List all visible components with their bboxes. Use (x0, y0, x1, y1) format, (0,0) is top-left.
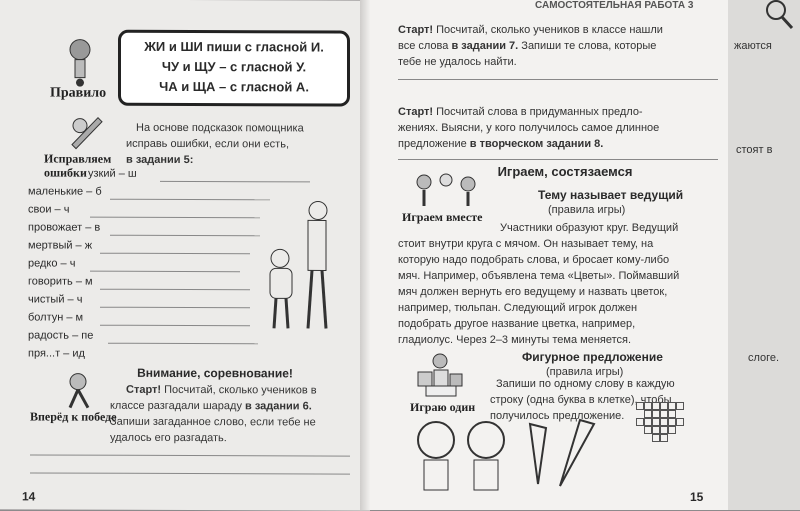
task7-start: Старт! (398, 24, 434, 36)
answer-line[interactable] (100, 324, 250, 327)
play-heading: Играем, состязаемся (497, 164, 633, 179)
rule-label: Правило (50, 85, 107, 101)
game2-line-3: получилось предложение. (490, 410, 625, 422)
game1-title: Тему называет ведущий (538, 188, 684, 202)
rule-line-3: ЧА и ЩА – с гласной А. (159, 78, 309, 95)
task8-text-1: Посчитай слова в придуманных предло- (436, 106, 643, 118)
task7-text-1: Посчитай, сколько учеников в классе нашли (436, 24, 663, 36)
word-item: пря...т – ид (28, 347, 85, 360)
edge-fragment-2: стоят в (736, 144, 773, 156)
game2-subtitle: (правила игры) (546, 366, 624, 378)
game1-line-1: Участники образуют круг. Ведущий (500, 222, 679, 234)
page-number-left: 14 (22, 489, 36, 504)
rule-box (118, 30, 350, 107)
task7-text-4: тебе не удалось найти. (398, 56, 517, 68)
answer-line[interactable] (160, 180, 310, 183)
letter-grid[interactable] (636, 402, 696, 472)
answer-line[interactable] (110, 198, 270, 201)
rule-line-1: ЖИ и ШИ пиши с гласной И. (144, 38, 324, 55)
fix-text-2: исправь ошибки, если они есть, (126, 137, 289, 151)
answer-line[interactable] (90, 216, 260, 219)
game1-line-6: например, тюльпан. Следующий игрок должен (398, 302, 638, 314)
answer-line[interactable] (108, 342, 258, 345)
forward-label: Вперёд к победе (30, 409, 117, 424)
word-item: радость – пе (28, 329, 94, 342)
word-item: мертвый – ж (28, 239, 93, 252)
top-cut-header: САМОСТОЯТЕЛЬНАЯ РАБОТА 3 (535, 0, 694, 11)
word-item: узкий – ш (88, 167, 137, 180)
play-alone-label: Играю один (410, 400, 476, 414)
answer-line[interactable] (110, 234, 260, 237)
task8-text-3: предложение (398, 138, 467, 150)
page-number-right: 15 (690, 490, 704, 504)
exclamation-mascot-icon (60, 38, 100, 88)
edge-fragment-1: жаются (734, 40, 772, 52)
answer-line[interactable] (30, 471, 350, 474)
word-item: болтун – м (28, 311, 84, 324)
task8-ref: в творческом задании 8. (469, 138, 604, 150)
word-item: свои – ч (28, 203, 70, 216)
answer-line[interactable] (90, 270, 240, 273)
right-page (370, 0, 730, 510)
play-together-label: Играем вместе (402, 210, 483, 224)
attention-heading: Внимание, соревнование! (137, 365, 293, 381)
kids-playing-icon (412, 172, 482, 208)
answer-line[interactable] (398, 158, 718, 160)
fix-label: Исправляем ошибки (44, 151, 112, 180)
word-item: провожает – в (28, 221, 101, 234)
word-item: чистый – ч (28, 293, 83, 306)
task6-text-5: удалось его разгадать. (110, 431, 227, 445)
task6-text-2: классе разгадали шараду (110, 399, 242, 413)
game1-line-2: стоит внутри круга с мячом. Он называет тему, на (398, 238, 654, 250)
blocks-toy-icon (410, 352, 470, 398)
answer-line[interactable] (100, 252, 250, 255)
game1-subtitle: (правила игры) (548, 204, 626, 216)
game2-line-2: строку (одна буква в клетке), чтобы (490, 394, 672, 406)
game1-line-4: мяч. Например, объявлена тема «Цветы». Поймавший (398, 270, 680, 282)
runner-mascot-icon (60, 372, 96, 412)
answer-line[interactable] (100, 288, 250, 291)
word-item: говорить – м (28, 275, 93, 288)
task8-start: Старт! (398, 106, 434, 118)
game1-line-5: мяч должен вернуть его ведущему и назвать цветок, (398, 286, 668, 298)
game1-line-8: гладиолус. Через 2–3 минуты тема меняется. (398, 334, 632, 346)
pencil-mascot-icon (62, 110, 106, 150)
edge-page (728, 0, 800, 510)
left-page (0, 0, 370, 511)
word-item: редко – ч (28, 257, 76, 270)
game2-line-1: Запиши по одному слову в каждую (496, 378, 675, 390)
two-boys-illustration (262, 198, 342, 338)
answer-line[interactable] (398, 78, 718, 80)
task7-text-2: все слова (398, 40, 449, 52)
children-pencils-illustration (410, 414, 610, 494)
task8-text-2: жениях. Выясни, у кого получилось самое длинное (398, 122, 660, 134)
magnifier-mascot-icon (756, 0, 796, 30)
game2-title: Фигурное предложение (522, 350, 663, 364)
rule-line-2: ЧУ и ЩУ – с гласной У. (161, 58, 307, 75)
task6-text-1: Посчитай, сколько учеников в (164, 383, 317, 397)
game1-line-3: которую надо подобрать слова, и бросает кому-либо (398, 254, 670, 266)
task7-ref: в задании 7. (451, 40, 519, 52)
answer-line[interactable] (30, 453, 350, 456)
word-item: маленькие – б (28, 185, 102, 198)
edge-fragment-3: слоге. (748, 352, 780, 364)
answer-line[interactable] (100, 306, 250, 309)
task6-text-4: Запиши загаданное слово, если тебе не (110, 415, 316, 429)
task7-text-3: Запиши те слова, которые (521, 40, 657, 52)
game1-line-7: подобрать другое название цветка, например, (398, 318, 636, 330)
fix-text-1: На основе подсказок помощника (136, 121, 304, 135)
start-label: Старт! (126, 383, 162, 396)
task6-ref: в задании 6. (245, 400, 312, 413)
fix-text-3: в задании 5: (126, 153, 194, 167)
